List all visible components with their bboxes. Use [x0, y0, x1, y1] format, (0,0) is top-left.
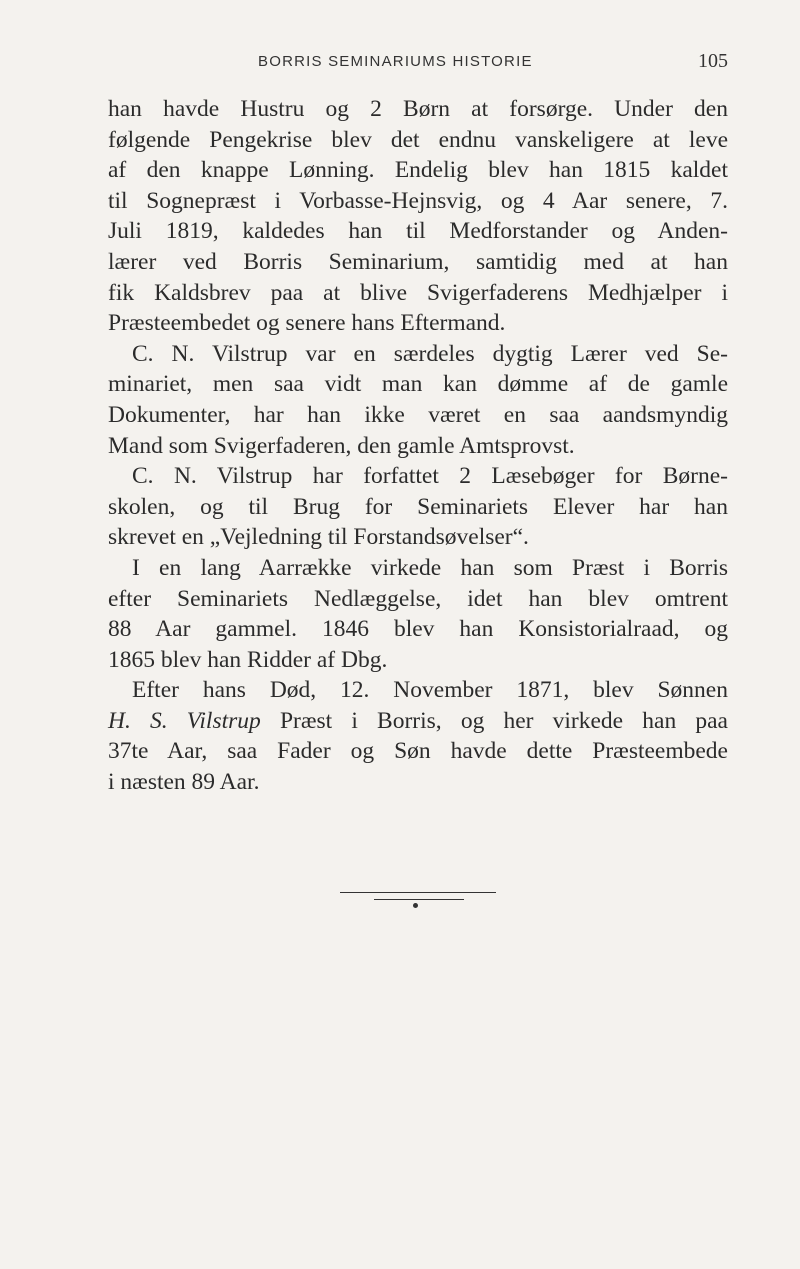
ornament-rule [340, 892, 496, 893]
text-line: Juli 1819, kaldedes han til Medforstander og Anden- [108, 218, 728, 245]
running-title: BORRIS SEMINARIUMS HISTORIE [258, 53, 533, 70]
text-line: følgende Pengekrise blev det endnu vanskeligere at leve [108, 126, 728, 153]
text-line: Efter hans Død, 12. November 1871, blev Sønnen [132, 677, 728, 704]
running-head [108, 50, 728, 74]
paragraph [108, 339, 728, 461]
paragraph [108, 553, 728, 675]
text-line-with-name [108, 706, 728, 737]
text-line: skrevet en „Vejledning til Forstandsøvelser“. [108, 524, 529, 551]
text-line: 88 Aar gammel. 1846 blev han Konsistorialraad, og [108, 616, 728, 643]
text-line: i næsten 89 Aar. [108, 769, 260, 796]
text-line: Præsteembedet og senere hans Eftermand. [108, 310, 506, 337]
text-line: Dokumenter, har han ikke været en saa aandsmyndig [108, 401, 728, 428]
text-line: C. N. Vilstrup har forfattet 2 Læsebøger for Børne- [132, 463, 728, 490]
ornament-dot [413, 903, 418, 908]
text-line: lærer ved Borris Seminarium, samtidig med at han [108, 248, 728, 275]
paragraph [108, 675, 728, 797]
paragraph [108, 94, 728, 339]
end-ornament [340, 890, 496, 914]
text-fragment: Præst i Borris, og her virkede han paa [260, 707, 728, 734]
paragraph [108, 461, 728, 553]
text-line: fik Kaldsbrev paa at blive Svigerfaderens Medhjælper i [108, 279, 728, 306]
ornament-rule [374, 899, 464, 900]
text-line: til Sognepræst i Vorbasse-Hejnsvig, og 4 Aar senere, 7. [108, 187, 728, 214]
text-line: skolen, og til Brug for Seminariets Elever har han [108, 493, 728, 520]
text-line: minariet, men saa vidt man kan dømme af de gamle [108, 371, 728, 398]
text-line: 1865 blev han Ridder af Dbg. [108, 646, 388, 673]
body-text [108, 94, 728, 798]
text-line: I en lang Aarrække virkede han som Præst i Borris [132, 554, 728, 581]
text-line: efter Seminariets Nedlæggelse, idet han blev omtrent [108, 585, 728, 612]
person-name: H. S. Vilstrup [108, 707, 261, 734]
page-number: 105 [698, 50, 728, 72]
text-line: 37te Aar, saa Fader og Søn havde dette Præsteembede [108, 738, 728, 765]
text-line: C. N. Vilstrup var en særdeles dygtig Lærer ved Se- [132, 340, 728, 367]
text-line: af den knappe Lønning. Endelig blev han 1815 kaldet [108, 157, 728, 184]
text-line: Mand som Svigerfaderen, den gamle Amtsprovst. [108, 432, 575, 459]
text-line: han havde Hustru og 2 Børn at forsørge. Under den [108, 96, 728, 122]
